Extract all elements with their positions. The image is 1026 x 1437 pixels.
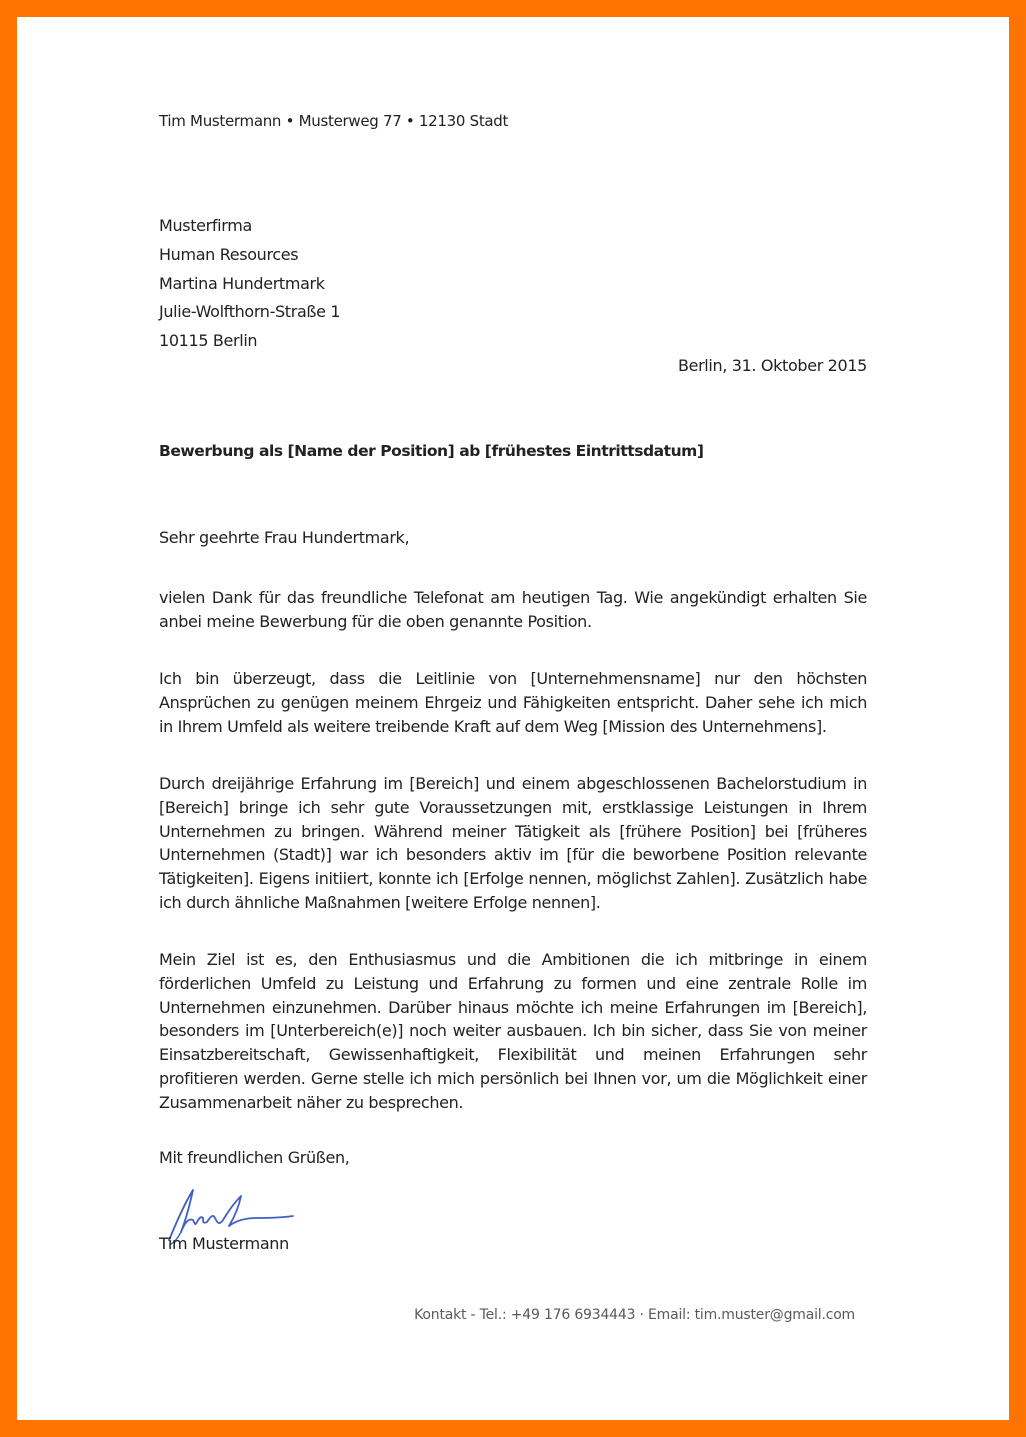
recipient-address <box>159 212 340 356</box>
recipient-person: Martina Hundertmark <box>159 273 325 293</box>
sender-line: Tim Mustermann • Musterweg 77 • 12130 Stadt <box>159 112 509 130</box>
closing-phrase: Mit freundlichen Grüßen, <box>159 1148 350 1167</box>
date-line: Berlin, 31. Oktober 2015 <box>677 356 867 375</box>
subject-line: Bewerbung als [Name der Position] ab [frühestes Eintrittsdatum] <box>159 442 704 460</box>
recipient-city: 10115 Berlin <box>159 331 258 351</box>
paragraph-4: Mein Ziel ist es, den Enthusiasmus und die Ambitionen die ich mitbringe in einem förderlichen Umfeld zu Leistung und Erfahrung zu formen und eine zentrale Rolle im Unternehmen einzunehmen. Darüber hinaus möchte ich meine Erfahrungen im [Bereich], besonders im [Unterbereich(e)] noch weiter ausbauen. Ich bin sicher, dass Sie von meiner Einsatzbereitschaft, Gewissenhaftigkeit, Flexibilität und meinen Erfahrungen sehr profitieren werden. Gerne stelle ich mich persönlich bei Ihnen vor, um die Möglichkeit einer Zusammenarbeit näher zu besprechen. <box>159 950 867 1112</box>
letter-page <box>17 17 1009 1420</box>
paragraph-3: Durch dreijährige Erfahrung im [Bereich] und einem abgeschlossenen Bachelorstudium in [Bereich] bringe ich sehr gute Voraussetzungen mit, erstklassige Leistungen in Ihrem Unternehmen zu bringen. Während meiner Tätigkeit als [frühere Position] bei [früheres Unternehmen (Stadt)] war ich besonders aktiv im [für die beworbene Position relevante Tätigkeiten]. Eigens initiiert, konnte ich [Erfolge nennen, möglichst Zahlen]. Zusätzlich habe ich durch ähnliche Maßnahmen [weitere Erfolge nennen]. <box>159 774 867 912</box>
contact-footer: Kontakt - Tel.: +49 176 6934443 · Email: tim.muster@gmail.com <box>414 1307 855 1323</box>
signer-name: Tim Mustermann <box>159 1234 289 1253</box>
recipient-company: Musterfirma <box>159 216 252 235</box>
salutation: Sehr geehrte Frau Hundertmark, <box>159 528 410 547</box>
paragraph-2: Ich bin überzeugt, dass die Leitlinie von [Unternehmensname] nur den höchsten Ansprüchen zu genügen meinem Ehrgeiz und Fähigkeiten entspricht. Daher sehe ich mich in Ihrem Umfeld als weitere treibende Kraft auf dem Weg [Mission des Unternehmens]. <box>159 669 867 736</box>
recipient-department: Human Resources <box>159 244 299 264</box>
paragraph-1: vielen Dank für das freundliche Telefonat am heutigen Tag. Wie angekündigt erhalten Sie anbei meine Bewerbung für die oben genannte Position. <box>159 588 867 631</box>
recipient-street: Julie-Wolfthorn-Straße 1 <box>159 302 341 322</box>
